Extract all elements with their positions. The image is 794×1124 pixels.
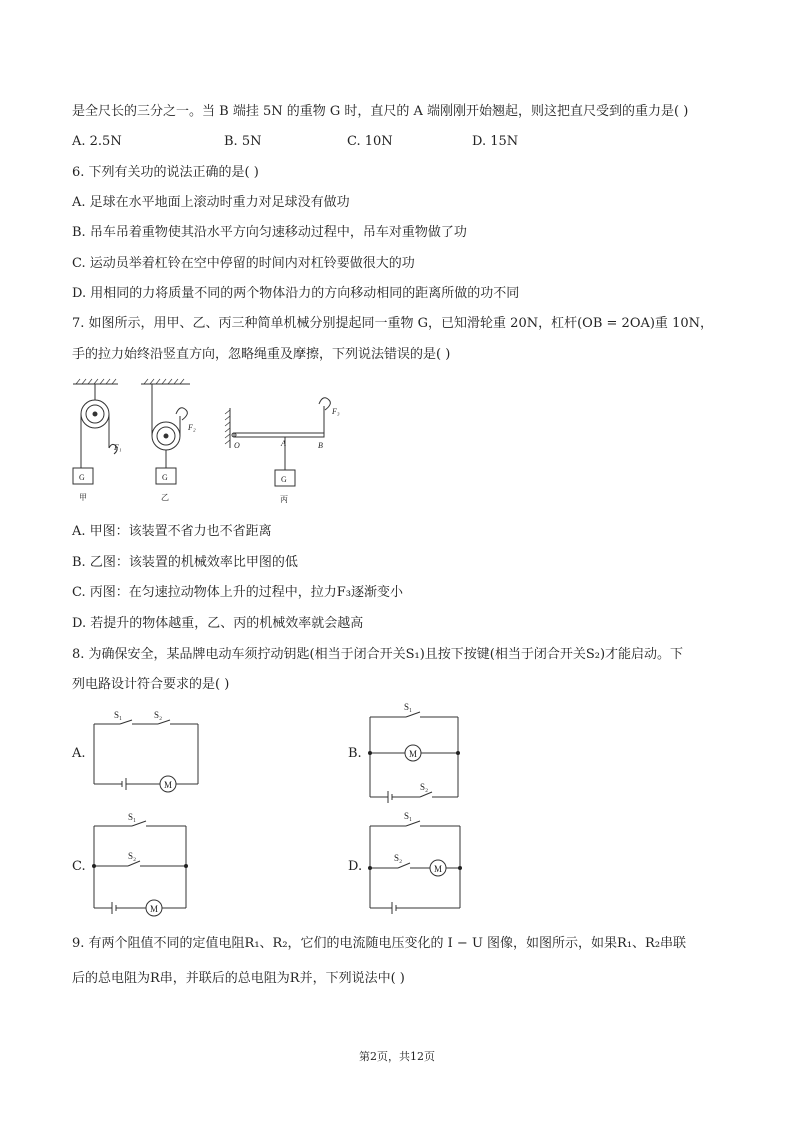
q7-option-c: C. 丙图：在匀速拉动物体上升的过程中，拉力F₃逐渐变小 [72,585,403,600]
circuit-a [92,708,202,788]
page-footer: 第2页，共12页 [359,1050,435,1063]
q5-option-c: C. 10N [347,134,393,149]
q5-text: 是全尺长的三分之一。当 B 端挂 5N 的重物 G 时，直尺的 A 端刚刚开始翘起，则这把直尺受到的重力是( ) [72,104,689,119]
circuit-d [368,812,468,912]
q8-stem-line1: 8. 为确保安全，某品牌电动车须拧动钥匙(相当于闭合开关S₁)且按下按键(相当于闭合开关S₂)才能启动。下 [72,647,684,662]
q7-option-d: D. 若提升的物体越重，乙、丙的机械效率就会越高 [72,616,364,631]
point-label-b: B [318,441,323,450]
q7-option-b: B. 乙图：该装置的机械效率比甲图的低 [72,555,298,570]
force-label-f2: F₂ [188,423,196,432]
q7-option-a: A. 甲图：该装置不省力也不省距离 [72,524,272,539]
circuit-b-label: B. [348,746,362,761]
circuit-a-s1: S₁ [114,710,123,720]
circuit-c [92,812,192,912]
q7-stem-line2: 手的拉力始终沿竖直方向，忽略绳重及摩擦，下列说法错误的是( ) [72,347,451,362]
q6-option-d: D. 用相同的力将质量不同的两个物体沿力的方向移动相同的距离所做的功不同 [72,286,520,301]
figure-label-jia: 甲 [79,493,87,502]
weight-label-yi: G [162,473,168,482]
point-label-a: A [281,439,286,448]
circuit-d-label: D. [348,859,363,874]
q5-option-d: D. 15N [472,134,519,149]
force-label-f3: F₃ [332,407,340,416]
circuit-a-motor: M [164,780,173,790]
circuit-c-label: C. [72,859,86,874]
point-label-o: O [234,441,240,450]
q5-option-a: A. 2.5N [72,134,122,149]
figure-label-bing: 丙 [280,495,288,504]
q6-stem: 6. 下列有关功的说法正确的是( ) [72,165,259,180]
circuit-b-motor: M [409,749,418,759]
q7-figure [68,378,368,508]
circuit-c-s1: S₁ [128,812,137,822]
circuit-b [368,703,468,803]
q5-option-b: B. 5N [224,134,262,149]
figure-label-yi: 乙 [161,493,169,502]
q7-stem-line1: 7. 如图所示，用甲、乙、丙三种简单机械分别提起同一重物 G，已知滑轮重 20N，杠杆(OB = 2OA)重 10N， [72,316,713,331]
circuit-c-motor: M [150,904,159,914]
circuit-b-s1: S₁ [404,702,413,712]
weight-label-jia: G [79,473,85,482]
q9-line1: 9. 有两个阻值不同的定值电阻R₁、R₂，它们的电流随电压变化的 I − U 图像，如图所示，如果R₁、R₂串联 [72,936,687,951]
q8-stem-line2: 列电路设计符合要求的是( ) [72,677,230,692]
q6-option-a: A. 足球在水平地面上滚动时重力对足球没有做功 [72,195,350,210]
circuit-c-s2: S₂ [128,851,137,861]
circuit-d-motor: M [434,864,443,874]
circuit-d-s1: S₁ [404,811,413,821]
weight-label-bing: G [281,475,287,484]
q6-option-b: B. 吊车吊着重物使其沿水平方向匀速移动过程中，吊车对重物做了功 [72,225,467,240]
q6-option-c: C. 运动员举着杠铃在空中停留的时间内对杠铃要做很大的功 [72,256,415,271]
force-label-f1: F₁ [114,443,122,452]
circuit-a-s2: S₂ [154,710,163,720]
circuit-d-s2: S₂ [394,853,403,863]
circuit-b-s2: S₂ [420,782,429,792]
q9-line2: 后的总电阻为R串，并联后的总电阻为R并，下列说法中( ) [72,971,405,986]
circuit-a-label: A. [72,746,86,761]
